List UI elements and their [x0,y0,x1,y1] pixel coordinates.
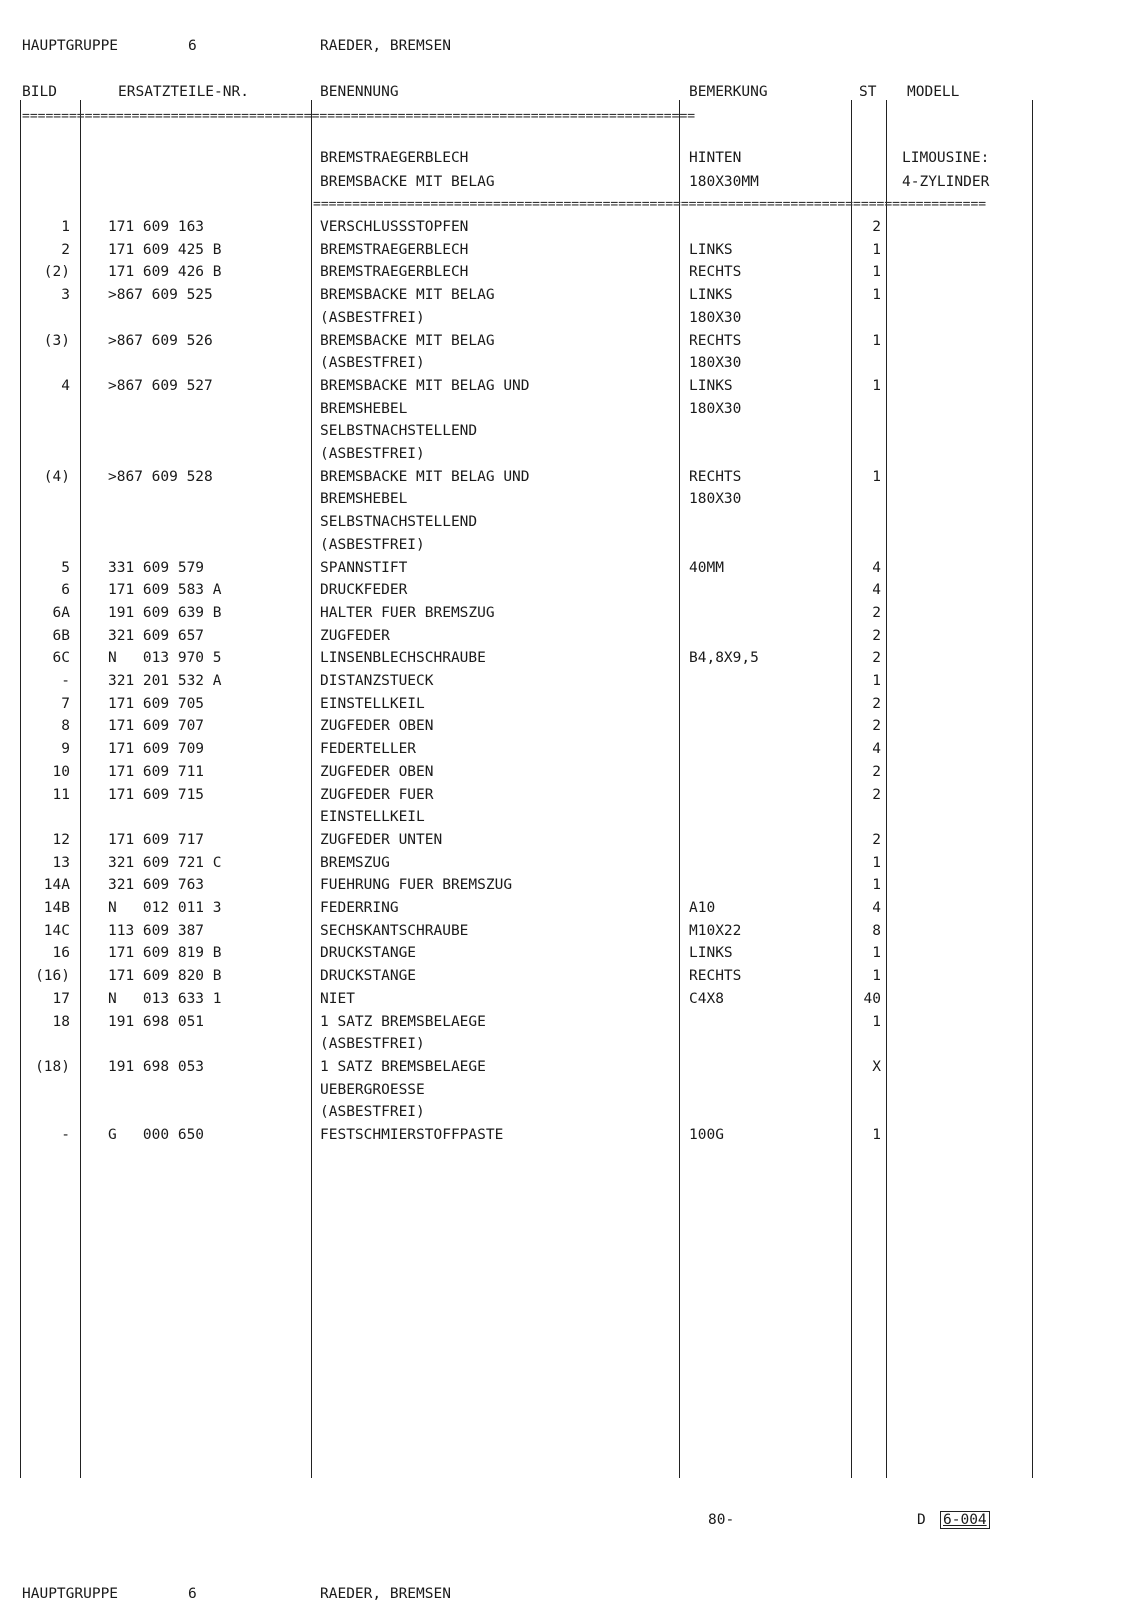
page-prefix: D [917,1512,926,1528]
row-bild: 12 [52,831,70,848]
row-remark: B4,8X9,5 [689,650,759,667]
row-part-no: 191 698 053 [108,1058,205,1075]
row-qty: 1 [872,1013,881,1030]
row-name: BREMSHEBEL [320,491,408,508]
intro-row [0,171,1124,194]
row-qty: 1 [872,241,881,258]
page-id: 6-004 [940,1510,990,1530]
parts-row [0,1033,1124,1056]
row-bild: (4) [43,468,70,485]
parts-row [0,239,1124,262]
parts-row [0,897,1124,920]
print-code: 80- [708,1512,735,1528]
row-qty: 8 [872,922,881,939]
parts-row [0,942,1124,965]
parts-row [0,1079,1124,1102]
next-group-number: 6 [188,1586,197,1602]
row-qty: 1 [872,287,881,304]
row-qty: 2 [872,831,881,848]
row-qty: 4 [872,741,881,758]
row-bild: 2 [61,241,70,258]
row-remark: 100G [689,1127,724,1143]
parts-row [0,420,1124,443]
parts-row [0,375,1124,398]
row-qty: X [872,1058,881,1075]
parts-row [0,466,1124,489]
parts-row [0,829,1124,852]
row-qty: 2 [872,786,881,803]
row-remark: 180X30 [689,400,742,417]
row-qty: 1 [872,877,881,894]
row-remark: LINKS [689,241,733,258]
parts-row [0,398,1124,421]
row-name: ZUGFEDER FUER [320,786,434,803]
row-part-no: >867 609 527 [108,377,213,394]
row-part-no: 171 609 711 [108,763,205,780]
row-bild: 6A [52,604,70,621]
row-remark: 180X30 [689,309,742,326]
row-name: BREMSBACKE MIT BELAG UND [320,468,530,485]
row-remark: RECHTS [689,264,742,281]
col-name: BENENNUNG [320,84,399,100]
row-qty: 2 [872,718,881,735]
row-name: BREMSBACKE MIT BELAG [320,287,495,304]
row-qty: 2 [872,650,881,667]
col-bild: BILD [22,84,57,100]
row-name: EINSTELLKEIL [320,695,425,712]
row-remark: 40MM [689,559,724,576]
row-part-no: 321 609 763 [108,877,205,894]
intro-remark: HINTEN [689,150,742,166]
row-bild: - [61,673,70,689]
intro-remark: 180X30MM [689,174,759,190]
parts-row [0,852,1124,875]
parts-row [0,307,1124,330]
row-name: (ASBESTFREI) [320,1104,425,1121]
row-qty: 2 [872,604,881,621]
row-qty: 1 [872,1127,881,1143]
row-part-no: 171 609 717 [108,831,205,848]
row-part-no: N 013 970 5 [108,650,222,667]
intro-row [0,147,1124,170]
row-part-no: 171 609 707 [108,718,205,735]
row-qty: 4 [872,582,881,599]
row-name: 1 SATZ BREMSBELAEGE [320,1013,486,1030]
row-part-no: 113 609 387 [108,922,205,939]
row-name: ZUGFEDER OBEN [320,718,434,735]
intro-name: BREMSBACKE MIT BELAG [320,174,495,190]
intro-separator: ====================================================================================== [313,199,987,211]
parts-row [0,443,1124,466]
row-name: (ASBESTFREI) [320,355,425,372]
row-bild: 8 [61,718,70,735]
row-name: DRUCKFEDER [320,582,408,599]
row-remark: C4X8 [689,990,724,1007]
row-part-no: >867 609 528 [108,468,213,485]
parts-row [0,352,1124,375]
row-name: DRUCKSTANGE [320,968,417,985]
parts-row [0,557,1124,580]
parts-row [0,920,1124,943]
row-part-no: N 013 633 1 [108,990,222,1007]
row-qty: 1 [872,332,881,349]
parts-row [0,784,1124,807]
parts-row [0,806,1124,829]
row-part-no: 171 609 709 [108,741,205,758]
row-part-no: 321 609 657 [108,627,205,644]
parts-row [0,1101,1124,1124]
parts-row [0,693,1124,716]
row-name: ZUGFEDER UNTEN [320,831,443,848]
parts-row [0,579,1124,602]
col-model: MODELL [907,84,960,100]
parts-row [0,602,1124,625]
row-bild: (2) [43,264,70,281]
row-part-no: >867 609 526 [108,332,213,349]
row-remark: LINKS [689,377,733,394]
row-bild: 6C [52,650,70,667]
row-name: VERSCHLUSSSTOPFEN [320,219,469,235]
row-part-no: 171 609 705 [108,695,205,712]
group-number: 6 [188,38,197,54]
parts-row [0,965,1124,988]
row-name: SECHSKANTSCHRAUBE [320,922,469,939]
row-remark: A10 [689,900,716,916]
row-bild: 14C [43,922,70,939]
row-qty: 1 [872,945,881,962]
row-bild: 10 [52,763,70,780]
next-group-label: HAUPTGRUPPE [22,1586,119,1602]
row-name: (ASBESTFREI) [320,446,425,462]
row-bild: (18) [35,1058,70,1075]
row-qty: 2 [872,219,881,235]
parts-row [0,1011,1124,1034]
parts-row [0,488,1124,511]
row-bild: - [61,1127,70,1143]
row-qty: 1 [872,673,881,689]
row-name: SELBSTNACHSTELLEND [320,423,478,440]
row-name: EINSTELLKEIL [320,809,425,826]
row-bild: 7 [61,695,70,712]
row-qty: 1 [872,468,881,485]
row-qty: 40 [863,990,881,1007]
row-bild: 4 [61,377,70,394]
row-name: LINSENBLECHSCHRAUBE [320,650,486,667]
row-qty: 1 [872,968,881,985]
row-name: NIET [320,990,355,1007]
row-qty: 1 [872,264,881,281]
parts-row [0,284,1124,307]
parts-row [0,715,1124,738]
row-name: BREMSBACKE MIT BELAG [320,332,495,349]
row-bild: 13 [52,854,70,871]
row-part-no: 171 609 819 B [108,945,222,962]
parts-row [0,511,1124,534]
row-part-no: 171 609 426 B [108,264,222,281]
row-remark: LINKS [689,945,733,962]
row-qty: 4 [872,900,881,916]
group-title: RAEDER, BREMSEN [320,38,451,54]
row-qty: 2 [872,627,881,644]
row-name: UEBERGROESSE [320,1081,425,1098]
col-part-no: ERSATZTEILE-NR. [118,84,249,100]
row-remark: RECHTS [689,968,742,985]
parts-row [0,988,1124,1011]
parts-row [0,670,1124,693]
row-remark: RECHTS [689,468,742,485]
row-bild: 11 [52,786,70,803]
row-name: HALTER FUER BREMSZUG [320,604,495,621]
row-remark: RECHTS [689,332,742,349]
parts-row [0,874,1124,897]
row-qty: 2 [872,763,881,780]
row-qty: 1 [872,377,881,394]
parts-row [0,625,1124,648]
row-name: BREMSBACKE MIT BELAG UND [320,377,530,394]
row-part-no: 171 609 425 B [108,241,222,258]
row-part-no: 191 609 639 B [108,604,222,621]
row-name: BREMSTRAEGERBLECH [320,241,469,258]
parts-row [0,647,1124,670]
row-bild: 14B [43,900,70,916]
row-name: (ASBESTFREI) [320,1036,425,1053]
parts-row [0,1124,1124,1147]
row-part-no: 321 609 721 C [108,854,222,871]
row-name: ZUGFEDER OBEN [320,763,434,780]
row-name: FUEHRUNG FUER BREMSZUG [320,877,513,894]
next-group-title: RAEDER, BREMSEN [320,1586,451,1602]
row-part-no: G 000 650 [108,1127,205,1143]
row-bild: 16 [52,945,70,962]
row-remark: 180X30 [689,491,742,508]
row-part-no: >867 609 525 [108,287,213,304]
row-part-no: 171 609 583 A [108,582,222,599]
row-name: BREMSHEBEL [320,400,408,417]
parts-row [0,761,1124,784]
row-bild: 3 [61,287,70,304]
row-name: DRUCKSTANGE [320,945,417,962]
row-name: DISTANZSTUECK [320,673,434,689]
col-remark: BEMERKUNG [689,84,768,100]
row-name: 1 SATZ BREMSBELAEGE [320,1058,486,1075]
row-part-no: 331 609 579 [108,559,205,576]
row-qty: 1 [872,854,881,871]
parts-row [0,261,1124,284]
row-bild: 5 [61,559,70,576]
row-remark: 180X30 [689,355,742,372]
row-part-no: 191 698 051 [108,1013,205,1030]
parts-row [0,216,1124,239]
row-bild: (3) [43,332,70,349]
row-part-no: 171 609 715 [108,786,205,803]
intro-model: 4-ZYLINDER [902,174,990,190]
row-name: FESTSCHMIERSTOFFPASTE [320,1127,504,1143]
parts-row [0,1056,1124,1079]
row-bild: 1 [61,219,70,235]
row-bild: 14A [43,877,70,894]
intro-model: LIMOUSINE: [902,150,990,166]
row-part-no: 321 201 532 A [108,673,222,689]
col-qty: ST [859,84,877,100]
row-part-no: 171 609 820 B [108,968,222,985]
row-name: FEDERTELLER [320,741,417,758]
row-bild: 18 [52,1013,70,1030]
row-qty: 4 [872,559,881,576]
row-name: BREMSTRAEGERBLECH [320,264,469,281]
parts-row [0,330,1124,353]
row-part-no: 171 609 163 [108,219,205,235]
row-bild: 9 [61,741,70,758]
row-name: ZUGFEDER [320,627,390,644]
parts-row [0,738,1124,761]
row-bild: (16) [35,968,70,985]
row-bild: 6B [52,627,70,644]
row-remark: LINKS [689,287,733,304]
row-part-no: N 012 011 3 [108,900,222,916]
row-name: BREMSZUG [320,854,390,871]
row-bild: 6 [61,582,70,599]
row-name: (ASBESTFREI) [320,536,425,553]
row-name: FEDERRING [320,900,399,916]
header-separator: ====================================================================================== [22,111,696,123]
row-name: SPANNSTIFT [320,559,408,576]
group-label: HAUPTGRUPPE [22,38,119,54]
row-name: (ASBESTFREI) [320,309,425,326]
row-remark: M10X22 [689,922,742,939]
row-qty: 2 [872,695,881,712]
intro-name: BREMSTRAEGERBLECH [320,150,469,166]
row-bild: 17 [52,990,70,1007]
row-name: SELBSTNACHSTELLEND [320,514,478,531]
parts-row [0,534,1124,557]
